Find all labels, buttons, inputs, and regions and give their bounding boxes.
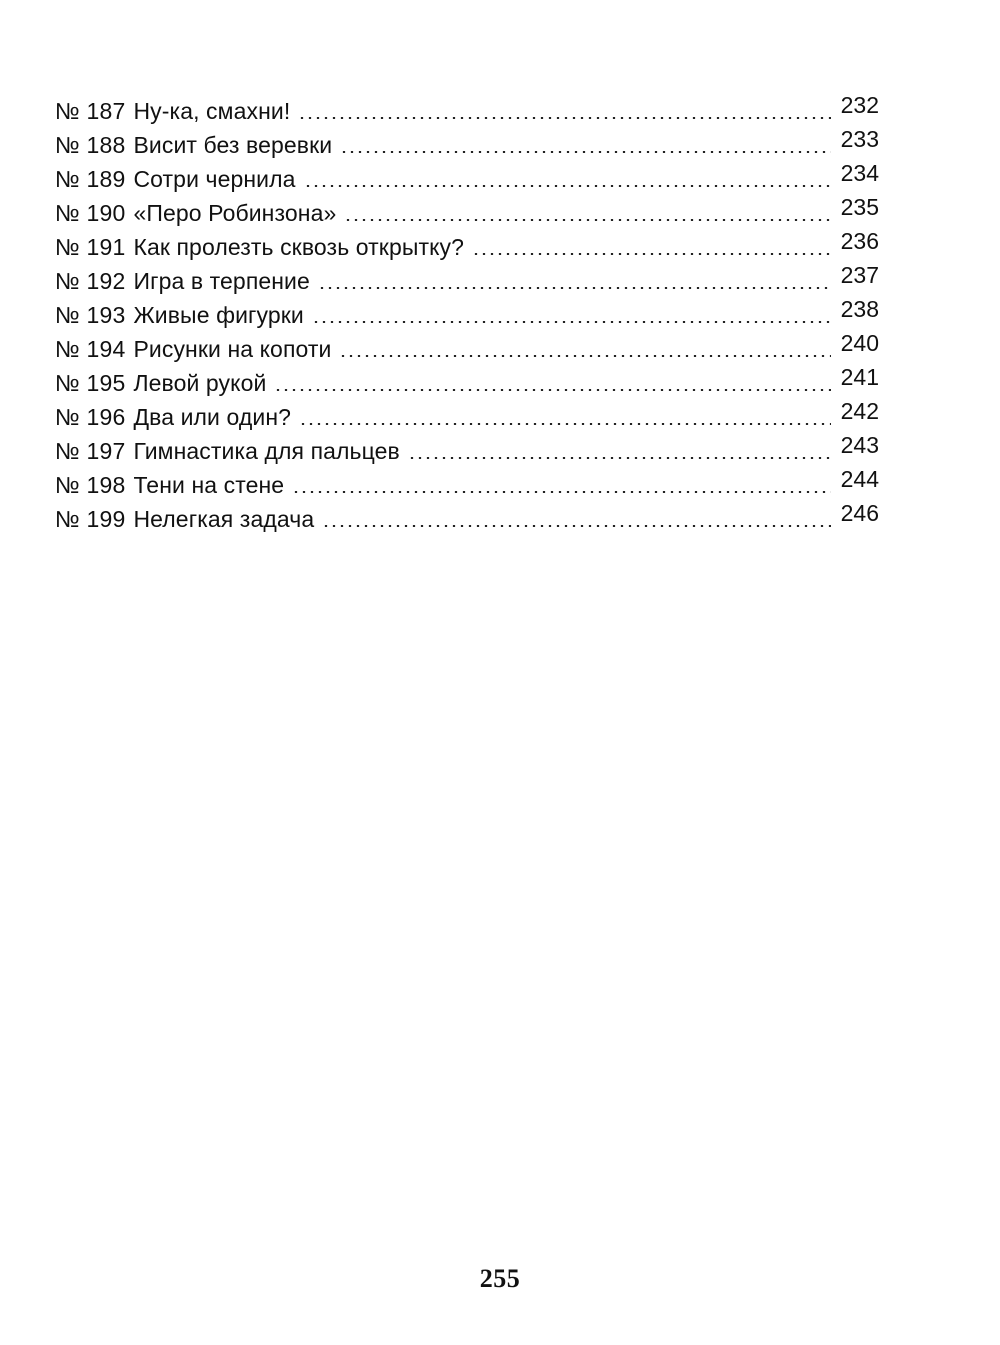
toc-entry [55, 128, 879, 162]
toc-entry-number: № 199 [55, 506, 126, 532]
toc-entry-title: Левой рукой [133, 370, 267, 396]
toc-entry-title: Два или один? [133, 404, 292, 430]
toc-entry-title: Рисунки на копоти [133, 336, 332, 362]
toc-entry-number: № 193 [55, 302, 126, 328]
dot-leader [292, 491, 831, 493]
toc-entry-title: «Перо Робинзона» [133, 200, 337, 226]
toc-entry-page: 246 [840, 500, 879, 526]
toc-entry-number: № 189 [55, 166, 126, 192]
toc-entry-number: № 188 [55, 132, 126, 158]
toc-entry-page: 238 [840, 296, 879, 322]
toc-entry-title: Ну-ка, смахни! [133, 98, 291, 124]
toc-entry-page: 236 [840, 228, 879, 254]
toc-entry-page: 244 [840, 466, 879, 492]
toc-entry [55, 230, 879, 264]
dot-leader [299, 423, 831, 425]
toc-entry-page: 242 [840, 398, 879, 424]
dot-leader [339, 355, 831, 357]
dot-leader [298, 117, 831, 119]
toc-entry-page: 232 [840, 92, 879, 118]
dot-leader [312, 321, 831, 323]
toc-entry-title: Живые фигурки [133, 302, 304, 328]
toc-entry [55, 366, 879, 400]
dot-leader [472, 253, 831, 255]
toc-entry-number: № 198 [55, 472, 126, 498]
dot-leader [322, 525, 831, 527]
toc-entry [55, 162, 879, 196]
toc-entry [55, 400, 879, 434]
toc-entry [55, 196, 879, 230]
dot-leader [340, 151, 831, 153]
toc-entry [55, 468, 879, 502]
toc-entry-title: Нелегкая задача [133, 506, 315, 532]
dot-leader [408, 457, 831, 459]
toc-entry-title: Гимнастика для пальцев [133, 438, 400, 464]
toc-entry-number: № 190 [55, 200, 126, 226]
toc-entry-number: № 192 [55, 268, 126, 294]
toc-entry-number: № 196 [55, 404, 126, 430]
toc-entry-title: Игра в терпение [133, 268, 310, 294]
table-of-contents [55, 94, 879, 536]
toc-entry [55, 298, 879, 332]
toc-entry-page: 243 [840, 432, 879, 458]
toc-entry [55, 502, 879, 536]
toc-entry-title: Тени на стене [133, 472, 285, 498]
toc-entry-page: 233 [840, 126, 879, 152]
dot-leader [304, 185, 831, 187]
toc-entry-number: № 197 [55, 438, 126, 464]
toc-entry-page: 241 [840, 364, 879, 390]
toc-entry [55, 332, 879, 366]
toc-entry-page: 240 [840, 330, 879, 356]
dot-leader [318, 287, 831, 289]
toc-entry-title: Висит без веревки [133, 132, 333, 158]
toc-entry-number: № 191 [55, 234, 126, 260]
toc-entry [55, 264, 879, 298]
toc-entry-title: Как пролезть сквозь открытку? [133, 234, 465, 260]
toc-entry-page: 237 [840, 262, 879, 288]
toc-entry [55, 434, 879, 468]
toc-entry-number: № 195 [55, 370, 126, 396]
toc-entry-page: 234 [840, 160, 879, 186]
toc-entry-number: № 187 [55, 98, 126, 124]
dot-leader [344, 219, 831, 221]
page-number: 255 [479, 1264, 521, 1293]
toc-entry [55, 94, 879, 128]
toc-entry-number: № 194 [55, 336, 126, 362]
toc-entry-title: Сотри чернила [133, 166, 296, 192]
dot-leader [274, 389, 831, 391]
toc-entry-page: 235 [840, 194, 879, 220]
